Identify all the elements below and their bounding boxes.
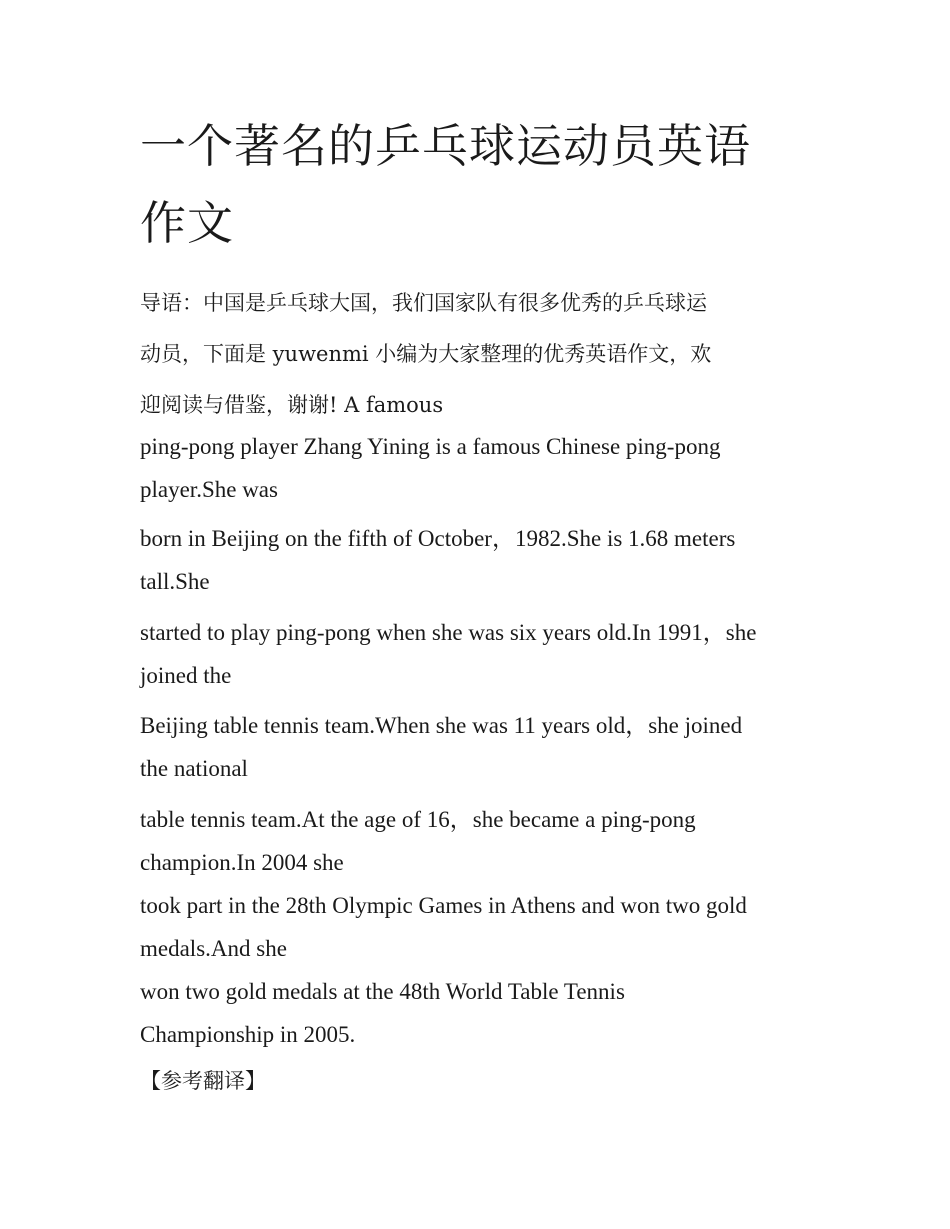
body-line: won two gold medals at the 48th World Table Tennis [140, 979, 625, 1004]
body-line: champion.In 2004 she [140, 850, 344, 875]
body-line: tall.She [140, 569, 210, 594]
body-line: player.She was [140, 477, 278, 502]
intro-line: 动员，下面是 yuwenmi 小编为大家整理的优秀英语作文，欢 [140, 342, 712, 366]
body-paragraph-6 [140, 884, 820, 970]
document-title [140, 108, 820, 262]
body-line: Beijing table tennis team.When she was 11 years old，she joined [140, 713, 743, 738]
body-line: started to play ping-pong when she was six years old.In 1991，she [140, 620, 757, 645]
body-paragraph-5 [140, 798, 820, 884]
body-line: ping-pong player Zhang Yining is a famous Chinese ping-pong [140, 434, 721, 459]
title-line: 一个著名的乒乓球运动员英语 [140, 119, 751, 173]
body-paragraph-3 [140, 611, 820, 697]
intro-line: 迎阅读与借鉴，谢谢! A famous [140, 393, 444, 417]
body-line: table tennis team.At the age of 16，she became a ping-pong [140, 807, 696, 832]
title-line: 作文 [140, 196, 234, 250]
body-line: took part in the 28th Olympic Games in Athens and won two gold [140, 893, 747, 918]
translation-heading: 【参考翻译】 [140, 1069, 266, 1093]
body-paragraph-2 [140, 517, 820, 603]
body-line: Championship in 2005. [140, 1022, 356, 1047]
body-line: the national [140, 756, 248, 781]
intro-paragraph [140, 278, 820, 431]
body-paragraph-1 [140, 425, 820, 511]
body-line: joined the [140, 663, 232, 688]
body-paragraph-7 [140, 970, 820, 1056]
intro-line: 导语：中国是乒乓球大国，我们国家队有很多优秀的乒乓球运 [140, 291, 707, 315]
body-paragraph-4 [140, 704, 820, 790]
body-line: medals.And she [140, 936, 287, 961]
body-line: born in Beijing on the fifth of October，1982.She is 1.68 meters [140, 526, 736, 551]
